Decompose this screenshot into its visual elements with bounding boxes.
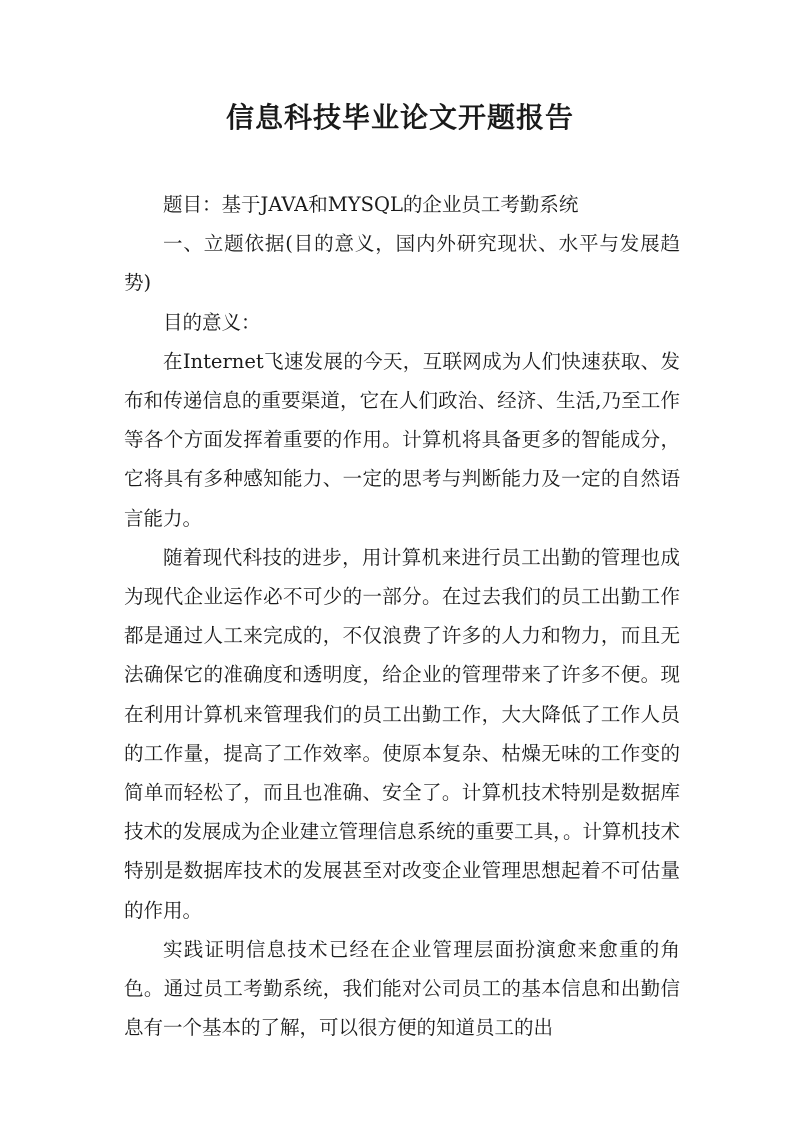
paragraph-internet: 在Internet飞速发展的今天，互联网成为人们快速获取、发布和传递信息的重要渠道，它在人们政治、经济、生活,乃至工作等各个方面发挥着重要的作用。计算机将具备更多的智能成分，它将具有多种感知能力、一定的思考与判断能力及一定的自然语言能力。: [124, 349, 680, 530]
paragraph-practice: 实践证明信息技术已经在企业管理层面扮演愈来愈重的角色。通过员工考勤系统，我们能对公司员工的基本信息和出勤信息有一个基本的了解，可以很方便的知道员工的出: [124, 937, 680, 1040]
section-heading: 一、立题依据(目的意义，国内外研究现状、水平与发展趋势): [124, 232, 680, 295]
subheading-purpose: 目的意义：: [163, 310, 261, 334]
document-title: 信息科技毕业论文开题报告: [225, 101, 574, 134]
document-body: [124, 185, 680, 1047]
paragraph-technology: 随着现代科技的进步，用计算机来进行员工出勤的管理也成为现代企业运作必不可少的一部分。在过去我们的员工出勤工作都是通过人工来完成的，不仅浪费了许多的人力和物力，而且无法确保它的准确度和透明度，给企业的管理带来了许多不便。现在利用计算机来管理我们的员工出勤工作，大大降低了工作人员的工作量，提高了工作效率。使原本复杂、枯燥无味的工作变的简单而轻松了，而且也准确、安全了。计算机技术特别是数据库技术的发展成为企业建立管理信息系统的重要工具，。计算机技术特别是数据库技术的发展甚至对改变企业管理思想起着不可估量的作用。: [124, 545, 680, 922]
topic-line: 题目：基于JAVA和MYSQL的企业员工考勤系统: [163, 193, 579, 216]
